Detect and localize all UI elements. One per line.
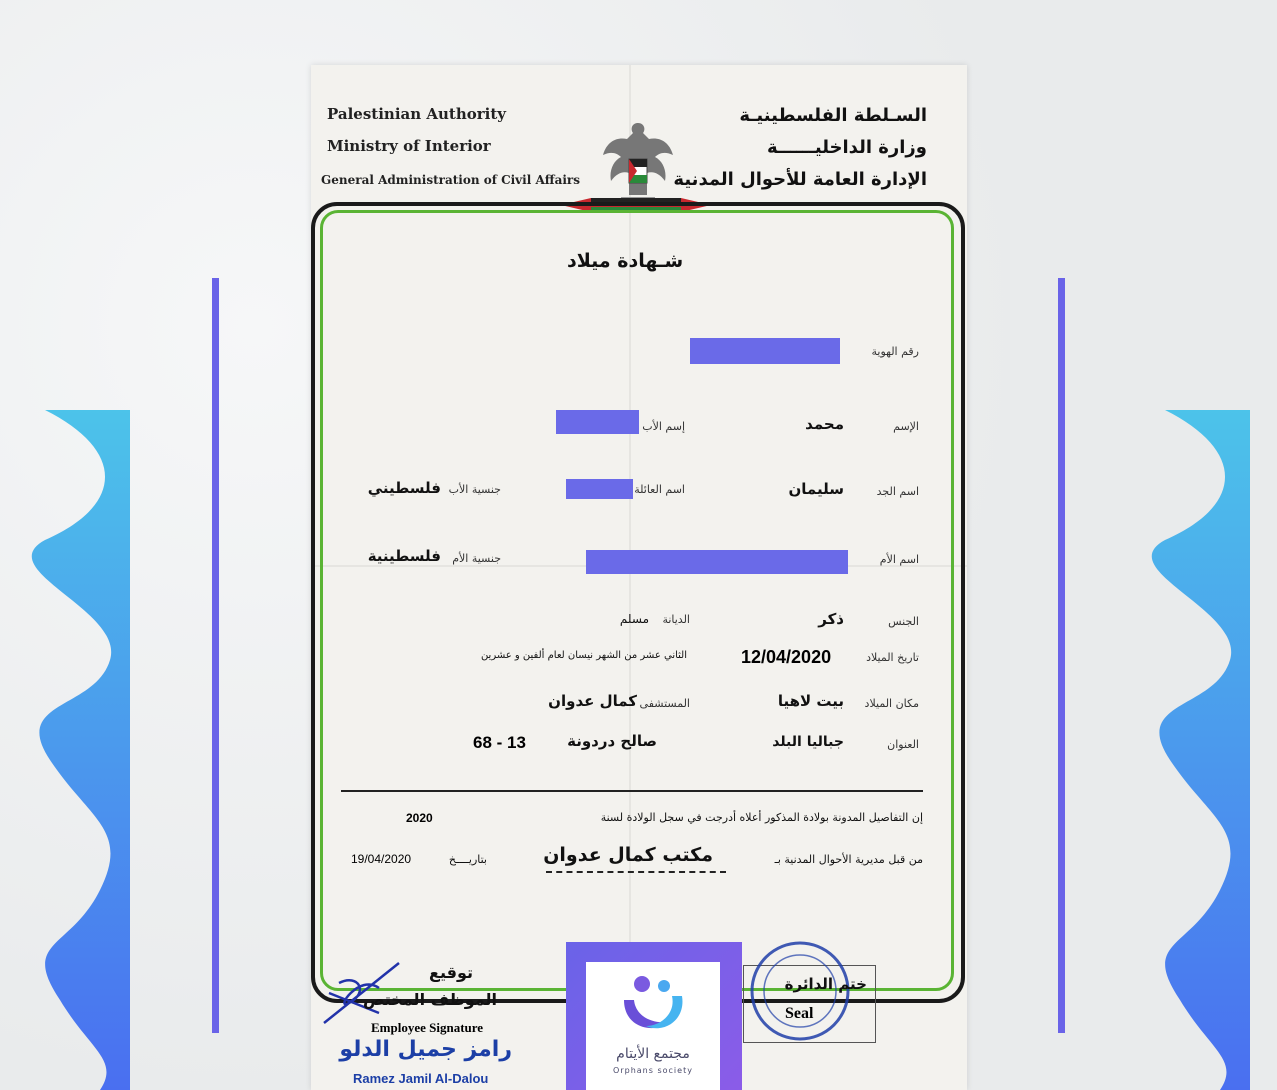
seal-en-label: Seal xyxy=(785,1005,814,1022)
header-en-ministry: Ministry of Interior xyxy=(327,137,491,155)
dob-in-words: الثاني عشر من الشهر نيسان لعام ألفين و عشرين xyxy=(480,650,687,661)
office-prefix: من قبل مديرية الأحوال المدنية بـ xyxy=(774,853,923,866)
employee-name-ar: رامز جميل الدلو xyxy=(339,1037,512,1062)
redacted-family-name xyxy=(566,479,633,499)
seal-ar-label: ختم الدائرة xyxy=(784,975,867,993)
family-hands-icon xyxy=(620,970,686,1038)
religion-value: مسلم xyxy=(619,612,649,626)
orphans-society-logo xyxy=(586,962,720,1090)
divider xyxy=(341,790,923,792)
dob-label: تاريخ الميلاد xyxy=(866,651,919,664)
grandfather-value: سليمان xyxy=(788,480,844,498)
right-wave-decoration xyxy=(1150,410,1250,1090)
mother-nationality-value: فلسطينية xyxy=(367,547,441,565)
name-value: محمد xyxy=(805,415,844,433)
redacted-mother-name xyxy=(586,550,848,574)
redacted-id xyxy=(690,338,840,364)
header-ar-ministry: وزارة الداخليــــــة xyxy=(767,137,927,158)
logo-ar-name: مجتمع الأيتام xyxy=(616,1046,690,1062)
left-accent-bar xyxy=(212,278,219,1033)
signature-ar-line1: توقيع xyxy=(429,963,473,982)
header-ar-authority: السـلطة الفلسطينيـة xyxy=(739,105,927,126)
redacted-father-name xyxy=(556,410,639,434)
header-ar-administration: الإدارة العامة للأحوال المدنية xyxy=(673,169,927,190)
employee-name-en: Ramez Jamil Al-Dalou xyxy=(353,1071,489,1086)
gender-value: ذكر xyxy=(818,610,844,628)
registration-year: 2020 xyxy=(406,811,433,825)
pob-label: مكان الميلاد xyxy=(864,697,919,710)
certificate-title: شـهادة ميلاد xyxy=(567,250,684,272)
date-label: بتاريــــخ xyxy=(448,853,487,866)
header-en-authority: Palestinian Authority xyxy=(327,105,506,123)
address-number: 68 - 13 xyxy=(473,733,526,752)
right-accent-bar xyxy=(1058,278,1065,1033)
hospital-value: كمال عدوان xyxy=(548,692,637,710)
logo-en-name: Orphans society xyxy=(613,1066,693,1075)
left-wave-decoration xyxy=(30,410,130,1090)
header-en-administration: General Administration of Civil Affairs xyxy=(321,173,581,187)
family-name-label: اسم العائلة xyxy=(634,483,685,496)
religion-label: الديانة xyxy=(662,613,690,626)
address-city: جباليا البلد xyxy=(772,734,844,750)
father-nationality-label: جنسية الأب xyxy=(448,483,501,496)
gender-label: الجنس xyxy=(888,615,919,628)
dob-value: 12/04/2020 xyxy=(741,647,832,667)
grandfather-label: اسم الجد xyxy=(876,485,919,498)
issue-date: 19/04/2020 xyxy=(351,852,412,866)
certificate-inner-frame xyxy=(320,210,954,991)
office-underline xyxy=(546,871,726,873)
address-street: صالح دردونة xyxy=(567,732,657,750)
signature-en-label: Employee Signature xyxy=(371,1020,484,1035)
address-label: العنوان xyxy=(887,738,919,751)
father-nationality-value: فلسطيني xyxy=(367,479,441,497)
mother-name-label: اسم الأم xyxy=(879,553,919,566)
statement-text: إن التفاصيل المدونة بولادة المذكور أعلاه أدرجت في سجل الولادة لسنة xyxy=(600,811,923,824)
birth-certificate xyxy=(311,65,967,1090)
name-label: الإسم xyxy=(893,420,919,433)
hospital-label: المستشفى xyxy=(639,697,690,710)
id-label: رقم الهوية xyxy=(871,345,919,358)
father-name-label: إسم الأب xyxy=(642,420,685,433)
mother-nationality-label: جنسية الأم xyxy=(452,552,501,565)
pob-value: بيت لاهيا xyxy=(777,692,844,710)
orphans-society-logo-frame xyxy=(566,942,742,1090)
signature-ar-line2: الموظف المختص xyxy=(362,990,497,1009)
office-value: مكتب كمال عدوان xyxy=(543,844,713,866)
